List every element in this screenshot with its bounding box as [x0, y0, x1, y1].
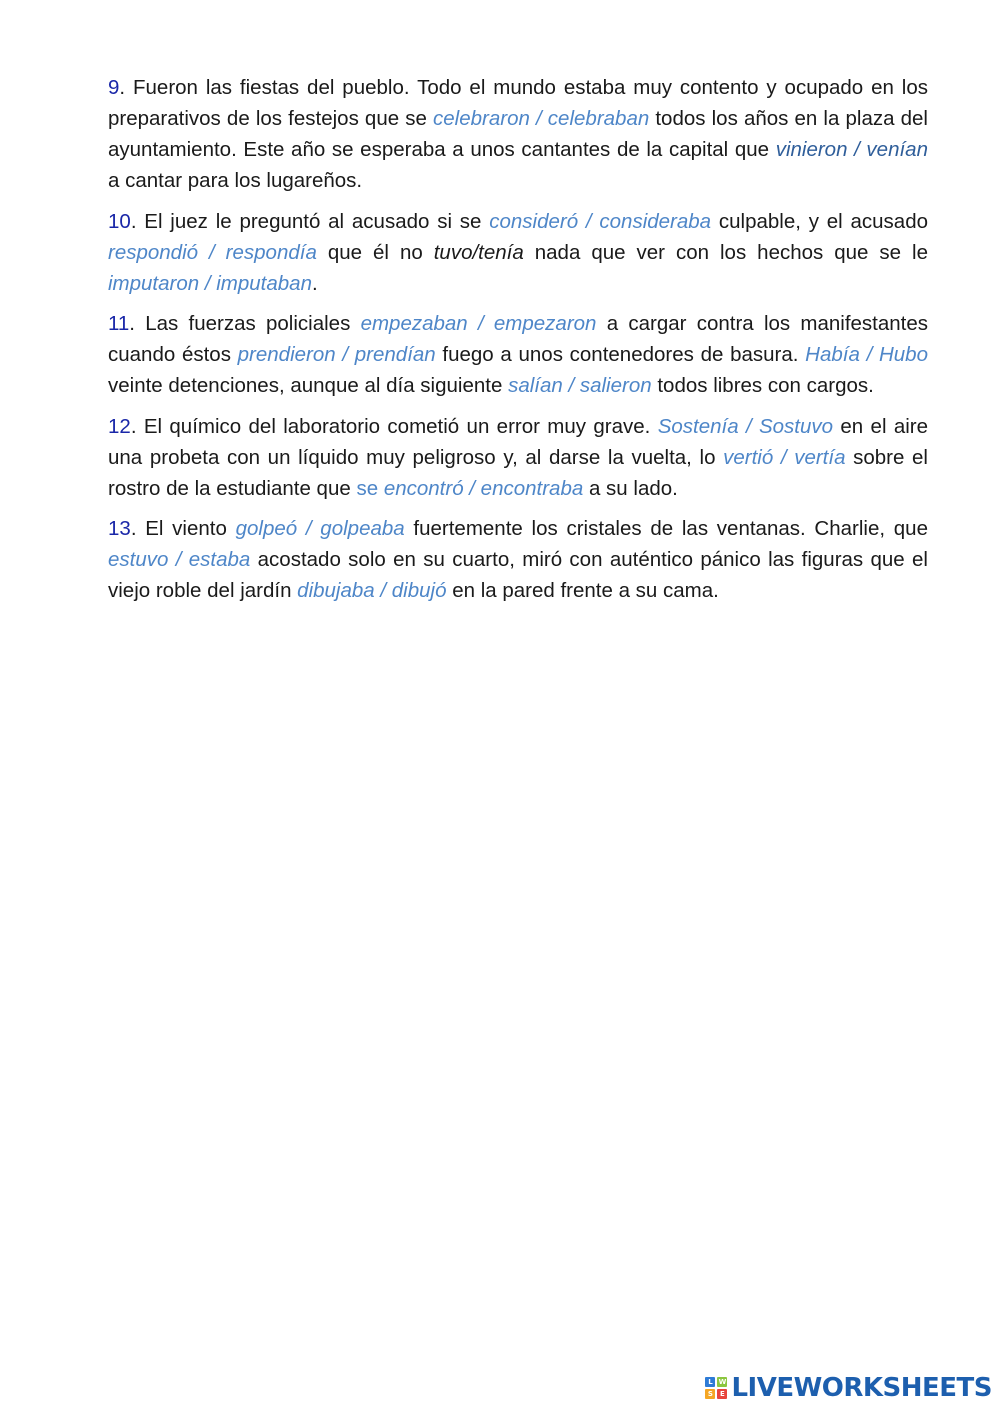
exercise-number: 9 [108, 76, 120, 99]
exercise-text: . [311, 271, 318, 295]
liveworksheets-footer [705, 1373, 992, 1403]
exercise-text: todos libres con cargos. [651, 374, 874, 397]
verb-choice[interactable]: prendieron / prendían [237, 343, 436, 366]
verb-choice[interactable]: consideró / consideraba [489, 209, 712, 233]
exercise-text: fuego a unos contenedores de basura. [435, 343, 806, 366]
exercise-11 [108, 308, 928, 401]
exercise-text: que él no [316, 240, 434, 264]
verb-choice[interactable]: respondió / respondía [108, 240, 317, 264]
exercise-text: culpable, y el acusado [711, 209, 928, 233]
verb-choice[interactable]: Sostenía / Sostuvo [657, 414, 834, 438]
exercise-text: nada que ver con los hechos que se le [523, 240, 929, 264]
exercise-number: 12 [108, 414, 131, 438]
exercise-text: se [356, 476, 384, 500]
exercise-text: todos los años en la plaza del ayuntamiento. Este año se esperaba a unos cantantes de la capital que [108, 107, 928, 161]
logo-mark-letter: L [705, 1377, 715, 1387]
verb-choice[interactable]: salían / salieron [508, 374, 652, 397]
logo-mark-letter: S [705, 1389, 715, 1399]
verb-choice[interactable]: estuvo / estaba [108, 548, 251, 571]
exercise-text: a su lado. [583, 476, 678, 500]
exercise-text: fuertemente los cristales de las ventanas. Charlie, que [404, 517, 928, 540]
verb-choice[interactable]: celebraron / celebraban [433, 107, 650, 130]
verb-choice[interactable]: dibujaba / dibujó [297, 579, 447, 602]
verb-choice[interactable]: Había / Hubo [805, 343, 928, 366]
exercise-text: . Las fuerzas policiales [129, 312, 361, 335]
verb-choice[interactable]: encontró / encontraba [383, 476, 584, 500]
exercise-text: . El químico del laboratorio cometió un error muy grave. [130, 414, 658, 438]
exercise-text: acostado solo en su cuarto, miró con auténtico pánico las figuras que el viejo roble del jardín [108, 548, 928, 602]
verb-choice[interactable]: vertió / vertía [723, 445, 846, 469]
exercise-9 [108, 72, 928, 196]
exercise-13 [108, 513, 928, 606]
liveworksheets-logo-icon [705, 1377, 727, 1399]
exercise-text: . Fueron las fiestas del pueblo. Todo el mundo estaba muy contento y ocupado en los preparativos de los festejos que se [108, 76, 928, 130]
verb-choice[interactable]: imputaron / imputaban [108, 271, 312, 295]
exercise-number: 11 [108, 312, 130, 335]
exercise-12 [108, 411, 928, 504]
exercise-10 [108, 206, 928, 299]
exercise-text: en la pared frente a su cama. [446, 579, 719, 602]
logo-mark-letter: E [717, 1389, 727, 1399]
exercise-text: a cargar contra los manifestantes cuando éstos [108, 312, 929, 366]
exercise-text: tuvo/tenía [433, 240, 524, 264]
brand-name: LIVEWORKSHEETS [731, 1373, 992, 1403]
verb-choice[interactable]: vinieron / venían [775, 138, 928, 161]
verb-choice[interactable]: golpeó / golpeaba [235, 517, 405, 540]
exercise-text: . El juez le preguntó al acusado si se [130, 209, 490, 233]
exercise-text: . El viento [130, 517, 236, 540]
exercise-text: a cantar para los lugareños. [108, 169, 363, 192]
exercise-text: sobre el rostro de la estudiante que [108, 445, 928, 500]
exercise-number: 10 [108, 209, 131, 233]
verb-choice[interactable]: empezaban / empezaron [360, 312, 597, 335]
exercise-text: en el aire una probeta con un líquido muy peligroso y, al darse la vuelta, lo [108, 414, 929, 469]
worksheet-page [108, 72, 928, 616]
logo-mark-letter: W [718, 1378, 727, 1386]
exercise-number: 13 [108, 517, 131, 540]
exercise-text: veinte detenciones, aunque al día siguiente [108, 374, 509, 397]
